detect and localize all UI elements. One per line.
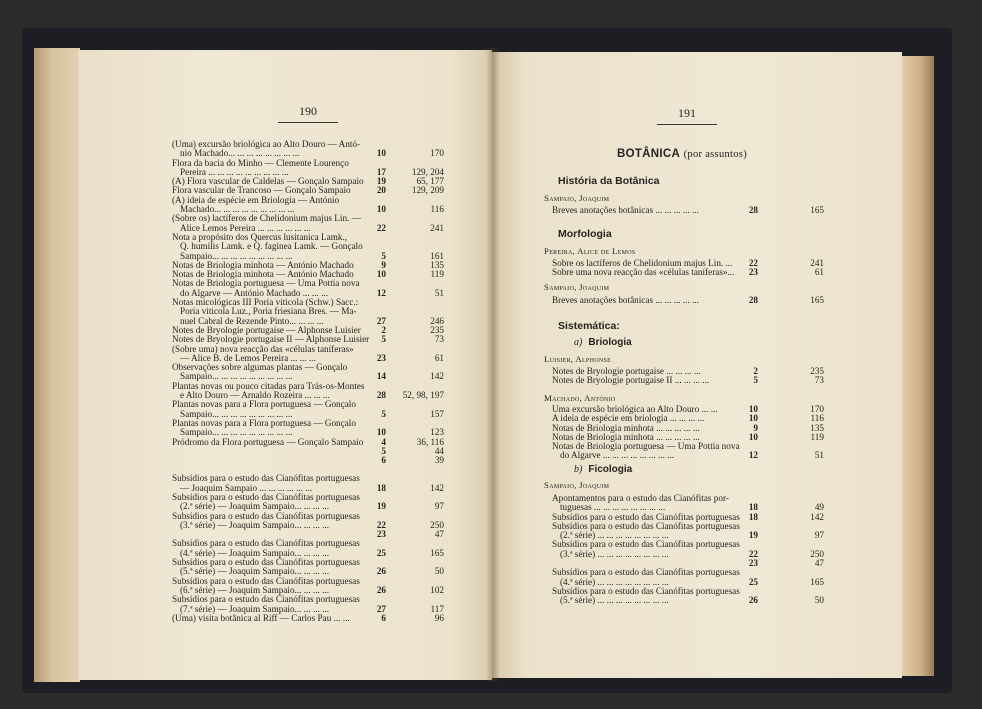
entry-page-numbers: 116 [810,413,824,424]
index-entry [552,295,824,305]
index-entry [172,419,444,438]
index-entry [552,375,824,386]
entry-title-line: Machado... ... ... ... ... ... ... ... ... [180,204,295,215]
entry-title-line: Sampaio... ... ... ... ... ... ... ... ... [180,371,293,382]
entry-page-numbers: 96 [434,612,444,623]
index-entry [552,520,824,541]
entry-page-numbers: 129, 204 [411,166,444,177]
right-page-edges [900,56,934,676]
entry-page-numbers: 61 [814,267,824,278]
entry-volume-number: 26 [376,584,386,595]
entry-title-line: Subsídios para o estudo das Cianófitas portuguesas [172,594,360,605]
entry-page-numbers: 117 [430,603,444,614]
entry-title-line: (2.ª série) ... ... ... ... ... ... ... ... [560,530,669,541]
entry-page-numbers: 165 [810,295,824,305]
entry-page-numbers: 119 [810,431,824,442]
morfologia-entries-1 [544,258,824,278]
index-entry [172,512,444,531]
entry-volume-number: 5 [753,375,758,386]
entry-page-numbers: 97 [814,530,824,541]
book-gutter [486,48,500,682]
entry-title-line: do Algarve — António Machado ... ... ... [180,287,328,298]
entry-title-line: (Sobre uma) nova reacção das «células taníferas» [172,343,354,354]
briologia-author-1: Luisier, Alphonse [544,354,612,364]
historia-author: Sampaio, Joaquim [544,193,610,203]
entry-title-line: (7.ª série) — Joaquim Sampaio... ... ... ... [180,603,330,614]
entry-title-line: (3.ª série) ... ... ... ... ... ... ... ... [560,548,669,559]
entry-page-numbers: 49 [814,502,824,513]
index-entry [172,456,444,465]
entry-title-line: Sampaio... ... ... ... ... ... ... ... ... [180,250,293,261]
index-entry [552,267,824,278]
entry-volume-number: 9 [381,259,386,270]
entry-title-line: Subsídios para o estudo das Cianófitas portuguesas [552,511,740,522]
index-entry [172,493,444,512]
entry-volume-number: 6 [381,455,386,466]
entry-volume-number: 10 [376,427,386,438]
entry-title-line: Flora da bacia do Minho — Clemente Lourenço [172,157,349,168]
entry-page-numbers: 51 [814,450,824,461]
entry-page-numbers: 102 [430,584,444,595]
entry-volume-number: 4 [381,436,386,447]
entry-volume-number: 9 [753,422,758,433]
entry-volume-number: 19 [748,530,758,541]
index-entry [172,214,444,233]
morfologia-entries-2 [544,295,824,305]
entry-title-line: (6.ª série) — Joaquim Sampaio... ... ... ... [180,584,330,595]
entry-title-line: Pereira ... ... ... ... ... ... ... ... ... [180,166,289,177]
entry-volume-number: 27 [376,603,386,614]
entry-volume-number: 12 [748,450,758,461]
entry-volume-number: 14 [376,371,386,382]
entry-title-line: (Sobre os) lactíferos de Chelidonium majus Lin. — [172,213,361,224]
left-page-edges [34,48,80,682]
entry-page-numbers: 142 [810,511,824,522]
entry-volume-number: 23 [748,267,758,278]
index-entry [172,382,444,401]
right-page-number: 191 [657,106,717,125]
entry-volume-number: 23 [748,558,758,569]
entry-title-line: Subsídios para o estudo das Cianófitas portuguesas [552,585,740,596]
entry-page-numbers: 116 [430,204,444,215]
entry-volume-number: 2 [381,324,386,335]
entry-page-numbers: 47 [434,529,444,540]
entry-volume-number: 22 [748,258,758,268]
entry-page-numbers: 165 [430,547,444,558]
entry-page-numbers: 165 [810,576,824,587]
entry-title-line: Plantas novas para a Flora portuguesa — Gonçalo [172,417,356,428]
entry-title-line: Notas de Briologia minhota — António Machado [172,269,354,280]
index-entry [552,567,824,587]
entry-volume-number: 5 [381,250,386,261]
entry-title-line: nuel Cabral de Rezende Pinto... ... ... ... [180,315,324,326]
entry-volume-number: 25 [748,576,758,587]
entry-volume-number: 5 [381,445,386,456]
index-entry [172,279,444,298]
entry-title-line: Uma excursão briológica ao Alto Douro ... ... [552,404,718,414]
entry-volume-number: 22 [748,548,758,559]
entry-page-numbers: 170 [430,148,444,159]
entry-volume-number: 28 [376,390,386,401]
index-entry [172,447,444,456]
entry-page-numbers: 50 [434,566,444,577]
entry-volume-number: 12 [376,287,386,298]
entry-title-line: Subsídios para o estudo das Cianófitas portuguesas [552,567,740,578]
entry-title-line: Nota a propósito dos Quercus lusitanica Lamk., [172,231,348,242]
entry-volume-number: 10 [376,269,386,280]
index-entry [552,493,824,513]
entry-volume-number: 2 [753,366,758,376]
entry-title-line: (5.ª série) — Joaquim Sampaio... ... ... ... [180,566,330,577]
section-title: BOTÂNICA (por assuntos) [617,148,747,160]
entry-title-line: Subsídios para o estudo das Cianófitas portuguesas [172,557,360,568]
entry-page-numbers: 119 [430,269,444,280]
ficologia-entries [544,493,824,606]
index-entry [552,539,824,559]
briologia-entries-2 [544,404,824,461]
entry-title-line: Notas micológicas III Poria viticola (Schw.) Sacc.: [172,297,359,308]
entry-page-numbers: 73 [434,334,444,345]
morfologia-author-2: Sampaio, Joaquim [544,282,610,292]
entry-page-numbers: 123 [430,427,444,438]
briologia-entries-1 [544,366,824,386]
entry-volume-number: 10 [748,431,758,442]
index-entry [172,345,444,364]
entry-title-line: Notas de Briologia portuguesa — Uma Pottia nova [172,278,360,289]
entry-title-line: Notes de Bryologie portugaise — Alphonse Luisier [172,324,361,335]
entry-volume-number: 17 [376,166,386,177]
entry-title-line: Subsídios para o estudo das Cianófitas portuguesas [552,520,740,531]
entry-volume-number: 23 [376,352,386,363]
sistematica-heading: Sistemática: [558,320,620,332]
entry-title-line: Alice Lemos Pereira ... ... ... ... ... ... [180,222,311,233]
entry-title-line: Observações sobre algumas plantas — Gonçalo [172,362,348,373]
entry-title-line: do Algarve ... ... ... ... ... ... ... ... [560,450,675,461]
entry-volume-number: 18 [748,502,758,513]
entry-title-line: A ideia de espécie em briologia ... ... ... ... [552,413,705,424]
entry-volume-number: 6 [381,612,386,623]
entry-title-line: Subsídios para o estudo das Cianófitas portuguesas [172,538,360,549]
entry-volume-number: 20 [376,185,386,196]
index-entry [552,585,824,606]
ficologia-heading: b) Ficologia [574,464,633,475]
entry-title-line: (4.ª série) ... ... ... ... ... ... ... ... [560,576,669,587]
entry-volume-number: 22 [376,222,386,233]
index-entry [172,614,444,623]
entry-page-numbers: 129, 209 [411,185,444,196]
entry-title-line: (A) ideia de espécie em Briologia — António [172,194,340,205]
left-index-list [172,140,444,623]
entry-title-line: Pródromo da Flora portuguesa — Gonçalo Sampaio [172,436,364,447]
entry-page-numbers: 44 [434,445,444,456]
entry-title-line: Notes de Bryologie portugaise II — Alphonse Luisier [172,334,370,345]
entry-title-line: (A) Flora vascular de Caldelas — Gonçalo Sampaio [172,176,364,187]
morfologia-heading: Morfologia [558,228,612,240]
entry-page-numbers: 241 [430,222,444,233]
entry-page-numbers: 235 [430,324,444,335]
entry-title-line: Notas de Briologia minhota — António Machado [172,259,354,270]
entry-title-line: Subsídios para o estudo das Cianófitas portuguesas [172,473,360,484]
entry-volume-number: 18 [748,511,758,522]
entry-title-line: Notas de Briologia minhota ... ... ... ... ... [552,422,700,433]
entry-title-line: Poria viticola Luz., Poria friesiana Bres. — Ma- [180,306,357,317]
entry-volume-number: 5 [381,334,386,345]
entry-volume-number: 23 [376,529,386,540]
briologia-author-2: Machado, António [544,393,616,403]
entry-title-line: (2.ª série) — Joaquim Sampaio... ... ... ... [180,501,330,512]
index-entry [172,438,444,447]
entry-page-numbers: 170 [810,404,824,414]
index-entry [172,539,444,558]
entry-page-numbers: 250 [430,519,444,530]
entry-title-line: — Joaquim Sampaio ... ... ... ... ... ... [180,482,313,493]
entry-page-numbers: 157 [430,408,444,419]
index-entry [172,196,444,215]
entry-page-numbers: 39 [434,455,444,466]
entry-title-line: Notas de Briologia minhota ... ... ... ... ... [552,431,700,442]
entry-page-numbers: 73 [814,375,824,386]
entry-title-line: Subsídios para o estudo das Cianófitas portuguesas [172,575,360,586]
entry-title-line: Sobre os lactíferos de Chelidonium majus Lin. ... [552,258,733,268]
index-entry [172,400,444,419]
entry-title-line: (Uma) excursão briológica ao Alto Douro — Antó- [172,139,361,149]
entry-title-line: Sobre uma nova reacção das «células taníferas»... [552,267,735,278]
entry-page-numbers: 135 [430,259,444,270]
entry-page-numbers: 241 [810,258,824,268]
entry-volume-number: 25 [376,547,386,558]
entry-volume-number: 26 [748,595,758,606]
entry-title-line: Notas de Briologia portuguesa — Uma Pottia nova [552,441,740,452]
entry-page-numbers: 142 [430,482,444,493]
entry-page-numbers: 165 [810,205,824,215]
entry-page-numbers: 61 [434,352,444,363]
entry-page-numbers: 235 [810,366,824,376]
entry-title-line: (Uma) visita botânica al Riff — Carlos Pau ... ... [172,612,350,623]
entry-page-numbers: 36, 116 [416,436,444,447]
entry-title-line: Subsídios para o estudo das Cianófitas portuguesas [552,539,740,550]
entry-page-numbers: 47 [814,558,824,569]
entry-page-numbers: 250 [810,548,824,559]
morfologia-author-1: Pereira, Alice de Lemos [544,246,636,256]
entry-page-numbers: 50 [814,595,824,606]
entry-page-numbers: 246 [430,315,444,326]
entry-title-line: Subsídios para o estudo das Cianófitas portuguesas [172,510,360,521]
ficologia-author: Sampaio, Joaquim [544,480,610,490]
briologia-heading: a) Briologia [574,337,632,348]
entry-title-line: Flora vascular de Trancoso — Gonçalo Sampaio [172,185,351,196]
entry-page-numbers: 161 [430,250,444,261]
entry-title-line: Apontamentos para o estudo das Cianófitas por- [552,493,729,503]
entry-volume-number: 10 [748,404,758,414]
index-entry [172,595,444,614]
entry-title-line: Breves anotações botânicas ... ... ... ... ... [552,205,699,215]
index-entry [172,298,444,326]
left-page-number: 190 [278,104,338,123]
entry-title-line: tuguesas ... ... ... ... ... ... ... ... [560,502,666,513]
entry-volume-number: 27 [376,315,386,326]
entry-volume-number: 10 [376,148,386,159]
entry-title-line: Sampaio... ... ... ... ... ... ... ... ... [180,408,293,419]
index-entry [172,363,444,382]
entry-title-line: Sampaio... ... ... ... ... ... ... ... ... [180,427,293,438]
index-entry [172,558,444,577]
entry-volume-number: 10 [748,413,758,424]
entry-title-line: e Alto Douro — Arnaldo Rozeira ... ... ... [180,390,330,401]
entry-page-numbers: 97 [434,501,444,512]
entry-title-line: Breves anotações botânicas ... ... ... ... ... [552,295,699,305]
index-entry [172,474,444,493]
entry-title-line: Notes de Bryologie portugaise II ... ... ... ... [552,375,710,386]
entry-volume-number: 26 [376,566,386,577]
entry-page-numbers: 52, 98, 197 [402,390,444,401]
entry-title-line: Plantas novas ou pouco citadas para Trás-os-Montes [172,380,365,391]
entry-title-line: — Alice B. de Lemos Pereira ... ... ... [180,352,316,363]
entry-volume-number: 19 [376,501,386,512]
entry-title-line: (4.ª série) — Joaquim Sampaio... ... ... ... [180,547,330,558]
historia-heading: História da Botânica [558,175,660,187]
index-entry [552,205,824,215]
entry-title-line: Subsídios para o estudo das Cianófitas portuguesas [172,491,360,502]
entry-title-line: (5.ª série) ... ... ... ... ... ... ... ... [560,595,669,606]
entry-page-numbers: 65, 177 [416,176,444,187]
entry-title-line: nio Machado... ... ... ... ... ... ... ... [180,148,300,159]
entry-title-line: Q. humilis Lamk. e Q. faginea Lamk. — Gonçalo [180,241,363,252]
index-entry [172,159,444,178]
historia-entries [544,205,824,215]
entry-title-line: Notes de Bryologie portugaise ... ... ... ... [552,366,701,376]
index-entry [172,233,444,261]
entry-title-line: Plantas novas para a Flora portuguesa — Gonçalo [172,399,356,410]
entry-page-numbers: 142 [430,371,444,382]
index-entry [172,140,444,159]
entry-page-numbers: 135 [810,422,824,433]
entry-title-line: (3.ª série) — Joaquim Sampaio... ... ... ... [180,519,330,530]
entry-volume-number: 5 [381,408,386,419]
entry-volume-number: 10 [376,204,386,215]
index-entry [552,441,824,461]
entry-page-numbers: 51 [434,287,444,298]
entry-volume-number: 28 [748,295,758,305]
entry-volume-number: 22 [376,519,386,530]
index-entry [172,577,444,596]
entry-volume-number: 28 [748,205,758,215]
entry-volume-number: 18 [376,482,386,493]
entry-volume-number: 19 [376,176,386,187]
